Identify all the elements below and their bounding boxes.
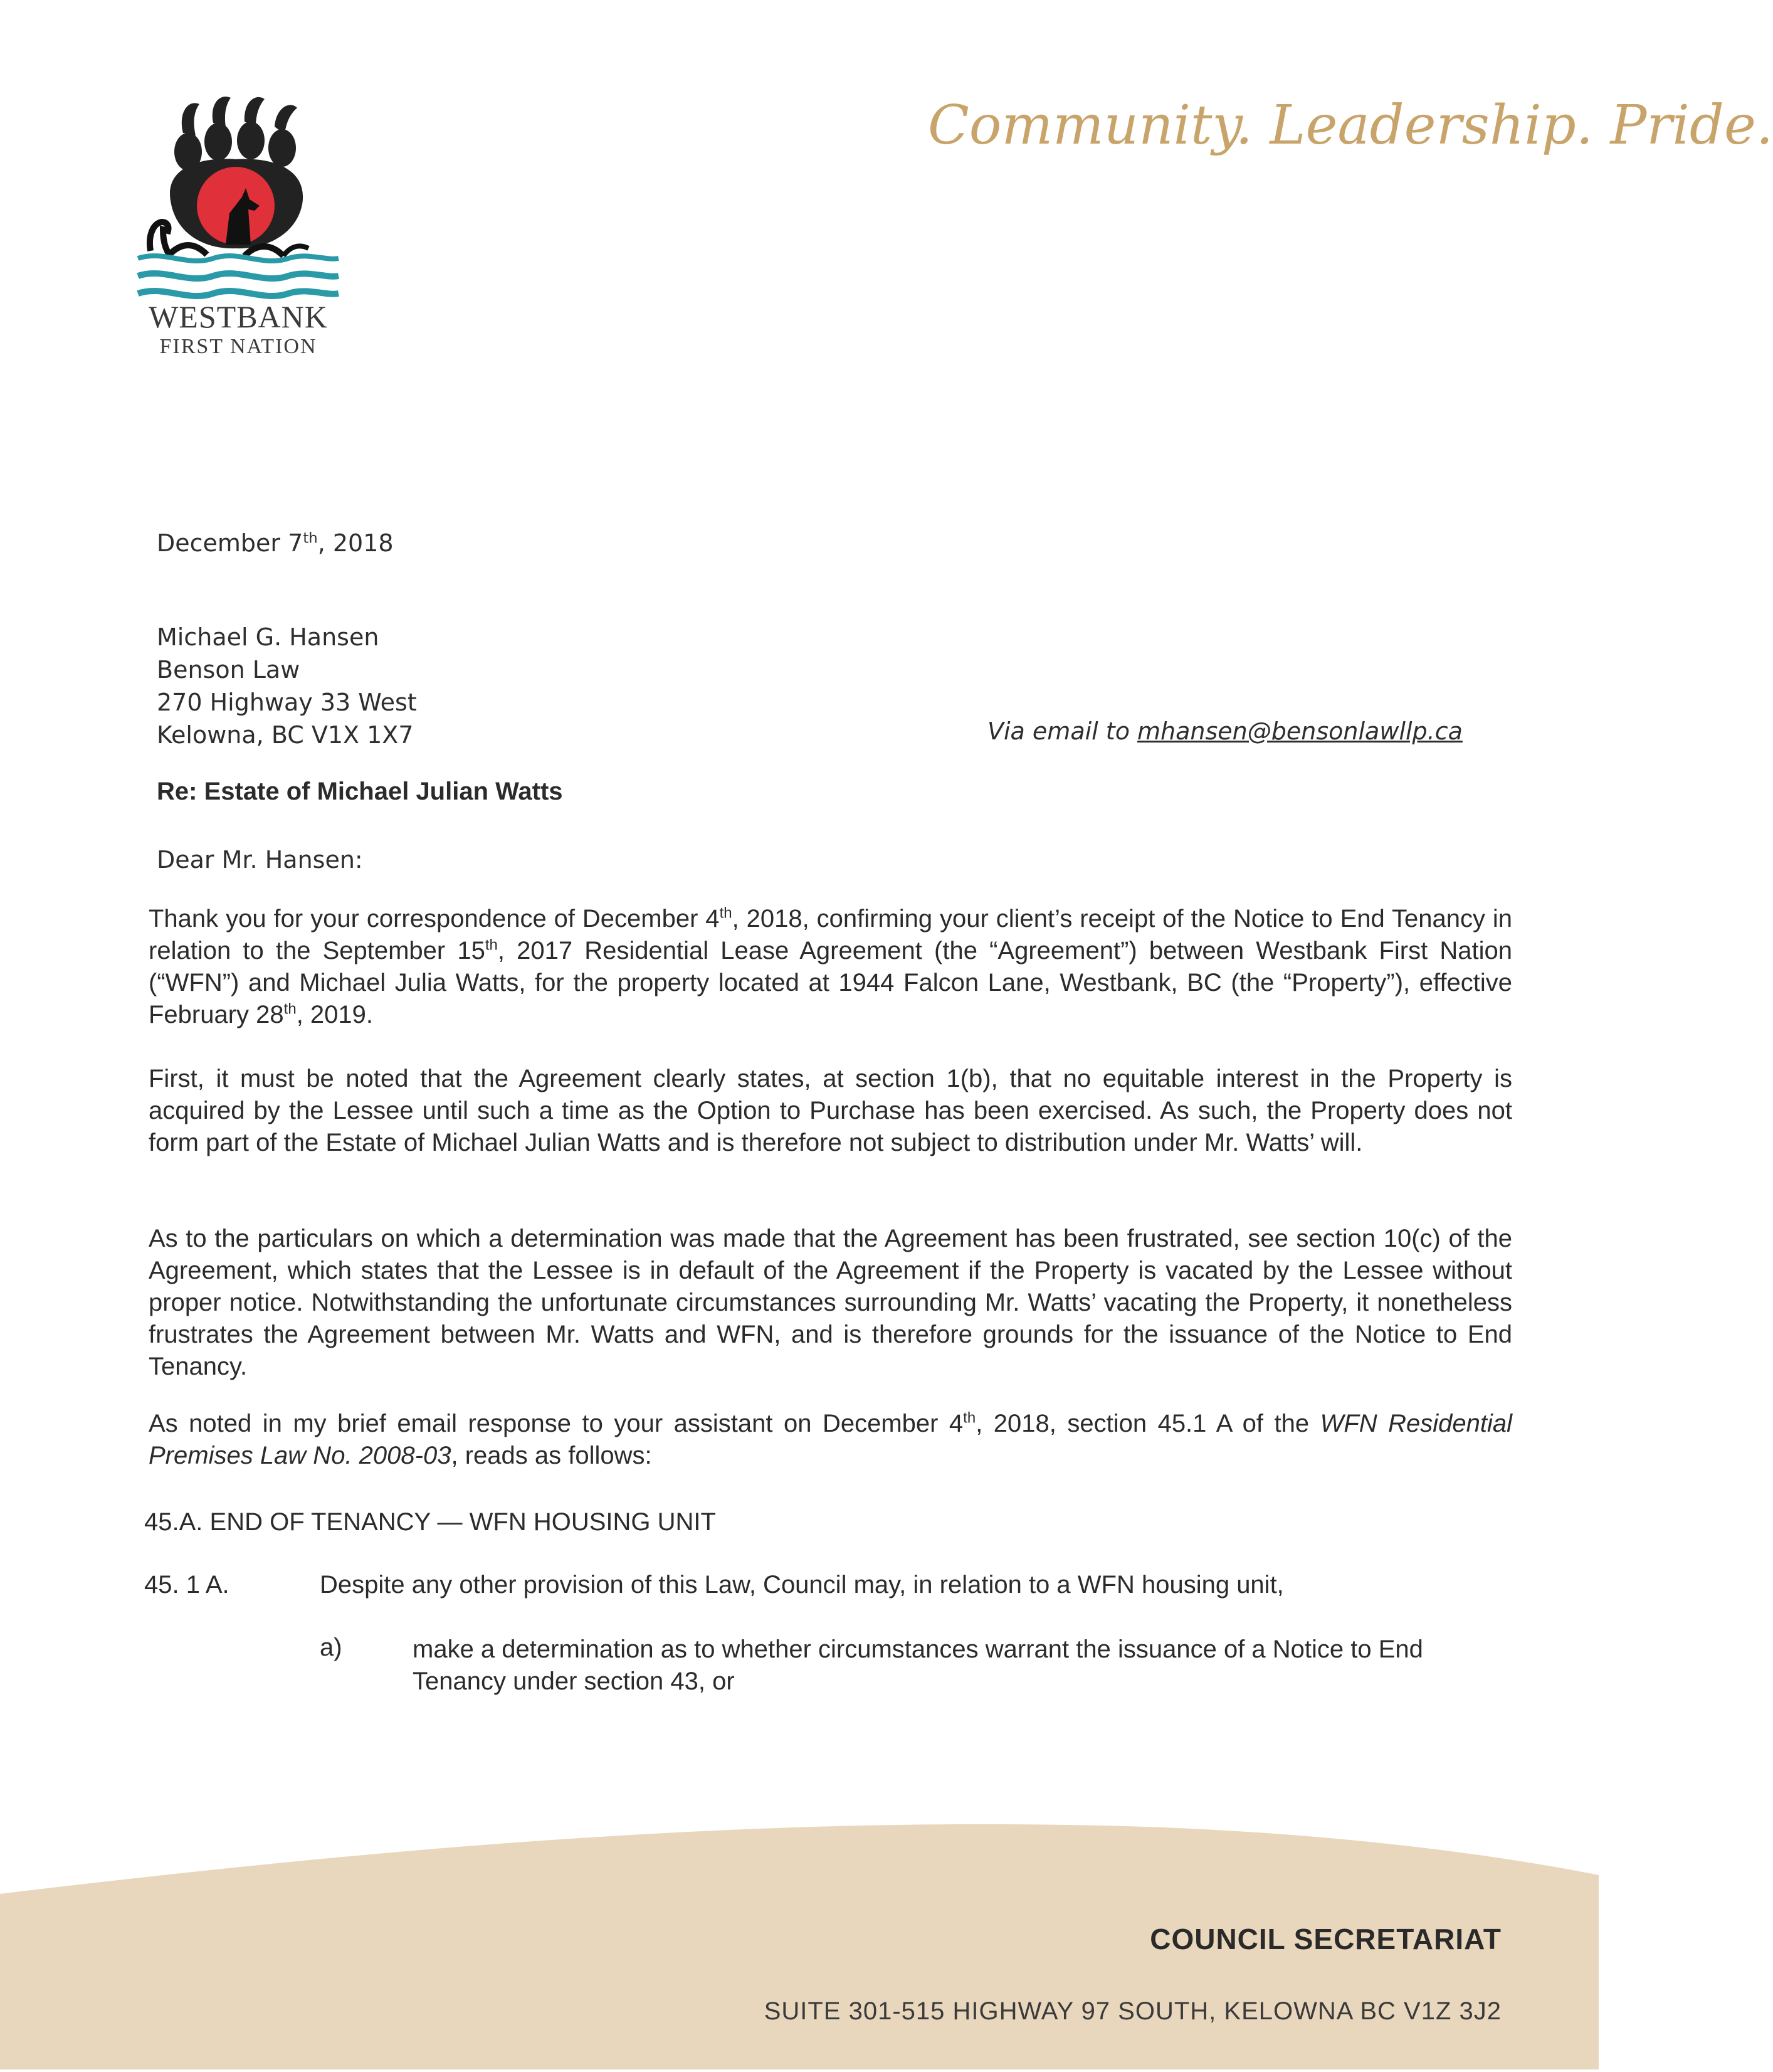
body-paragraph-2: First, it must be noted that the Agreement clearly states, at section 1(b), that no equitable interest in the Property is acquired by the Lessee until such a time as the Option to Purchase has been exercised. As such, the Property does not form part of the Estate of Michael Julian Watts and is therefore not subject to distribution under Mr. Watts’ will. <box>149 1065 1512 1156</box>
p4-part-b: , 2018, section 45.1 A of the <box>976 1410 1320 1437</box>
p1-part-b: , 2018, confirming your client’s receipt of the Notice to End Tenancy in relation to the September 15 <box>149 905 1513 965</box>
recipient-firm: Benson Law <box>157 656 300 684</box>
recipient-address <box>157 621 417 751</box>
p4-part-c: , reads as follows: <box>451 1442 652 1469</box>
body-paragraph-4 <box>149 1408 1512 1472</box>
p1-part-a: Thank you for your correspondence of December 4 <box>149 905 720 933</box>
recipient-street: 270 Highway 33 West <box>157 689 417 716</box>
date-text: December 7 <box>157 529 303 557</box>
p1-sup-b: th <box>485 936 498 954</box>
footer-address: SUITE 301-515 HIGHWAY 97 SOUTH, KELOWNA BC V1Z 3J2 <box>764 1997 1502 2025</box>
delivery-line <box>987 715 1463 748</box>
recipient-name: Michael G. Hansen <box>157 623 379 651</box>
tagline: Community. Leadership. Pride. <box>928 94 1773 157</box>
clause-item-letter: a) <box>320 1634 342 1661</box>
subject-line: Re: Estate of Michael Julian Watts <box>157 778 563 805</box>
delivery-prefix: Via email to <box>987 717 1138 745</box>
footer-title: COUNCIL SECRETARIAT <box>1150 1923 1502 1955</box>
date-year: , 2018 <box>317 529 394 557</box>
organization-name <box>125 301 351 357</box>
org-name-line1: WESTBANK <box>149 299 328 334</box>
clause-text: Despite any other provision of this Law, Council may, in relation to a WFN housing unit, <box>320 1571 1284 1599</box>
org-name-line2: FIRST NATION <box>159 335 317 358</box>
body-paragraph-1 <box>149 903 1512 1031</box>
section-heading: 45.A. END OF TENANCY — WFN HOUSING UNIT <box>144 1508 716 1536</box>
p4-sup-a: th <box>963 1409 976 1427</box>
p1-sup-a: th <box>719 904 732 922</box>
clause-item-text: make a determination as to whether circumstances warrant the issuance of a Notice to End Tenancy under section 43, or <box>413 1636 1423 1695</box>
letter-date <box>157 527 394 559</box>
p1-part-d: , 2019. <box>296 1001 374 1028</box>
recipient-city: Kelowna, BC V1X 1X7 <box>157 721 414 749</box>
law-title: WFN Residential Premises Law No. 2008-03 <box>149 1410 1513 1469</box>
p1-part-c: , 2017 Residential Lease Agreement (the “Agreement”) between Westbank First Nation (“WFN”) and Michael Julia Watts, for the property located at 1944 Falcon Lane, Westbank, BC (the “Property”), effective February 28 <box>149 937 1512 1028</box>
body-paragraph-3: As to the particulars on which a determination was made that the Agreement has been frustrated, see section 10(c) of the Agreement, which states that the Lessee is in default of the Agreement if the Property is vacated by the Lessee without proper notice. Notwithstanding the unfortunate circumstances surrounding Mr. Watts’ vacating the Property, it nonetheless frustrates the Agreement between Mr. Watts and WFN, and is therefore grounds for the issuance of the Notice to End Tenancy. <box>149 1225 1512 1380</box>
p1-sup-c: th <box>283 1000 297 1018</box>
recipient-email-link[interactable]: mhansen@bensonlawllp.ca <box>1137 717 1463 745</box>
p4-part-a: As noted in my brief email response to your assistant on December 4 <box>149 1410 964 1437</box>
salutation: Dear Mr. Hansen: <box>157 846 363 874</box>
clause-number: 45. 1 A. <box>144 1571 229 1599</box>
bear-paw-wolf-serpent-logo-icon <box>125 94 351 301</box>
date-suffix: th <box>303 530 318 547</box>
